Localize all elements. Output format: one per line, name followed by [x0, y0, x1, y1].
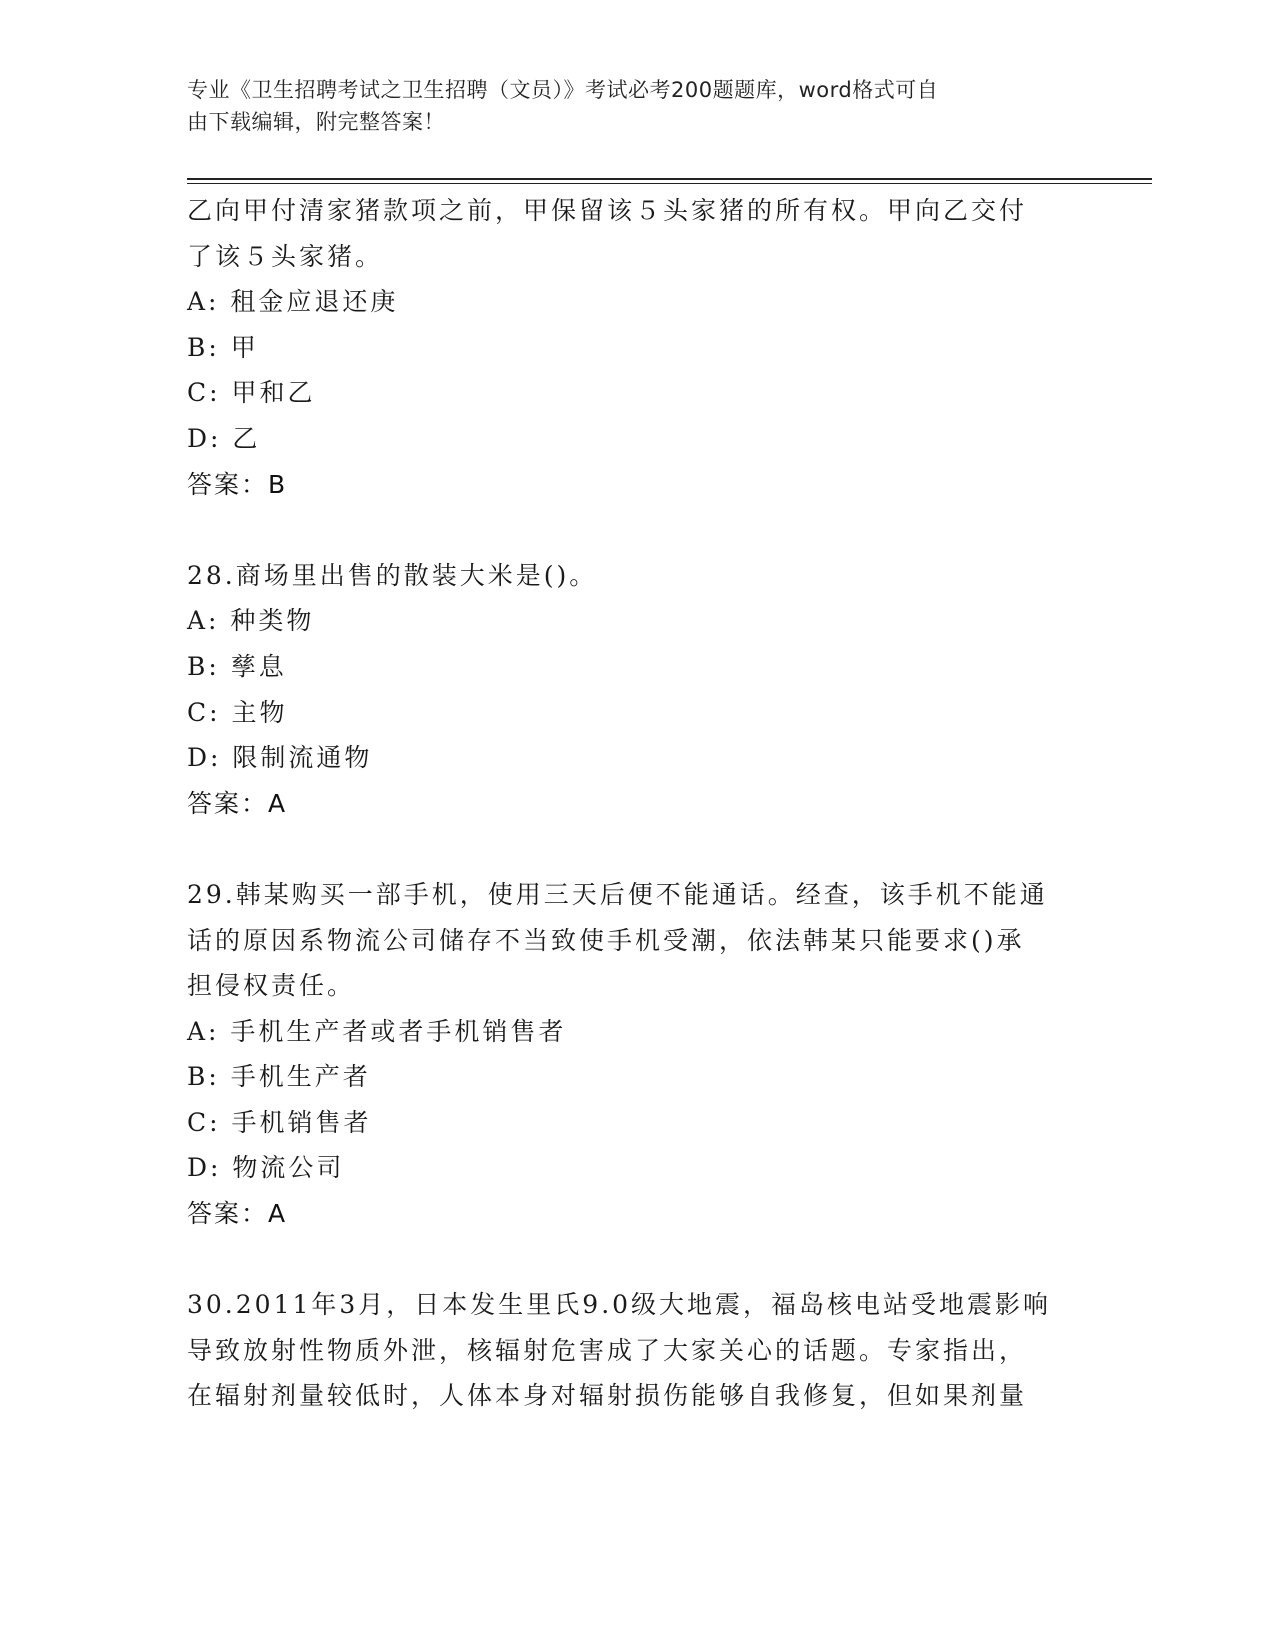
option-a: A: 租金应退还庚 — [187, 287, 399, 317]
answer-line: 答案：B — [187, 469, 288, 499]
option-b: B: 甲 — [187, 332, 259, 362]
question-spacer — [187, 507, 1087, 553]
question-30 — [187, 1282, 1087, 1419]
question-text-line: 担侵权责任。 — [187, 971, 356, 1001]
question-content — [187, 188, 1087, 1419]
option-c: C: 主物 — [187, 697, 288, 727]
question-text-line: 28.商场里出售的散装大米是()。 — [187, 560, 598, 590]
header-line-1: 专业《卫生招聘考试之卫生招聘（文员）》考试必考200题题库，word格式可自 — [187, 78, 939, 102]
question-text-line: 在辐射剂量较低时，人体本身对辐射损伤能够自我修复，但如果剂量 — [187, 1381, 1028, 1411]
question-29 — [187, 872, 1087, 1237]
option-a: A: 手机生产者或者手机销售者 — [187, 1016, 567, 1046]
question-text-line: 导致放射性物质外泄，核辐射危害成了大家关心的话题。专家指出， — [187, 1335, 1028, 1365]
document-header — [187, 74, 1077, 138]
option-d: D: 限制流通物 — [187, 743, 373, 773]
option-c: C: 手机销售者 — [187, 1107, 372, 1137]
question-text-line: 30.2011年3月，日本发生里氏9.0级大地震，福岛核电站受地震影响 — [187, 1290, 1052, 1320]
header-line-2: 由下载编辑，附完整答案！ — [187, 110, 445, 134]
option-b: B: 手机生产者 — [187, 1062, 371, 1092]
option-b: B: 孳息 — [187, 651, 287, 681]
option-c: C: 甲和乙 — [187, 378, 316, 408]
header-divider-thin — [187, 183, 1152, 184]
option-d: D: 物流公司 — [187, 1153, 345, 1183]
answer-line: 答案：A — [187, 788, 288, 818]
question-spacer — [187, 826, 1087, 872]
question-text-line: 29.韩某购买一部手机，使用三天后便不能通话。经查，该手机不能通 — [187, 879, 1048, 909]
question-text-line: 乙向甲付清家猪款项之前，甲保留该５头家猪的所有权。甲向乙交付 — [187, 196, 1028, 225]
question-spacer — [187, 1237, 1087, 1283]
question-28 — [187, 553, 1087, 827]
question-continuation — [187, 188, 1087, 507]
question-text-line: 话的原因系物流公司储存不当致使手机受潮，依法韩某只能要求()承 — [187, 925, 1025, 955]
option-d: D: 乙 — [187, 423, 261, 453]
question-text-line: 了该５头家猪。 — [187, 241, 384, 271]
option-a: A: 种类物 — [187, 606, 315, 636]
header-divider-thick — [187, 178, 1152, 180]
answer-line: 答案：A — [187, 1199, 288, 1229]
